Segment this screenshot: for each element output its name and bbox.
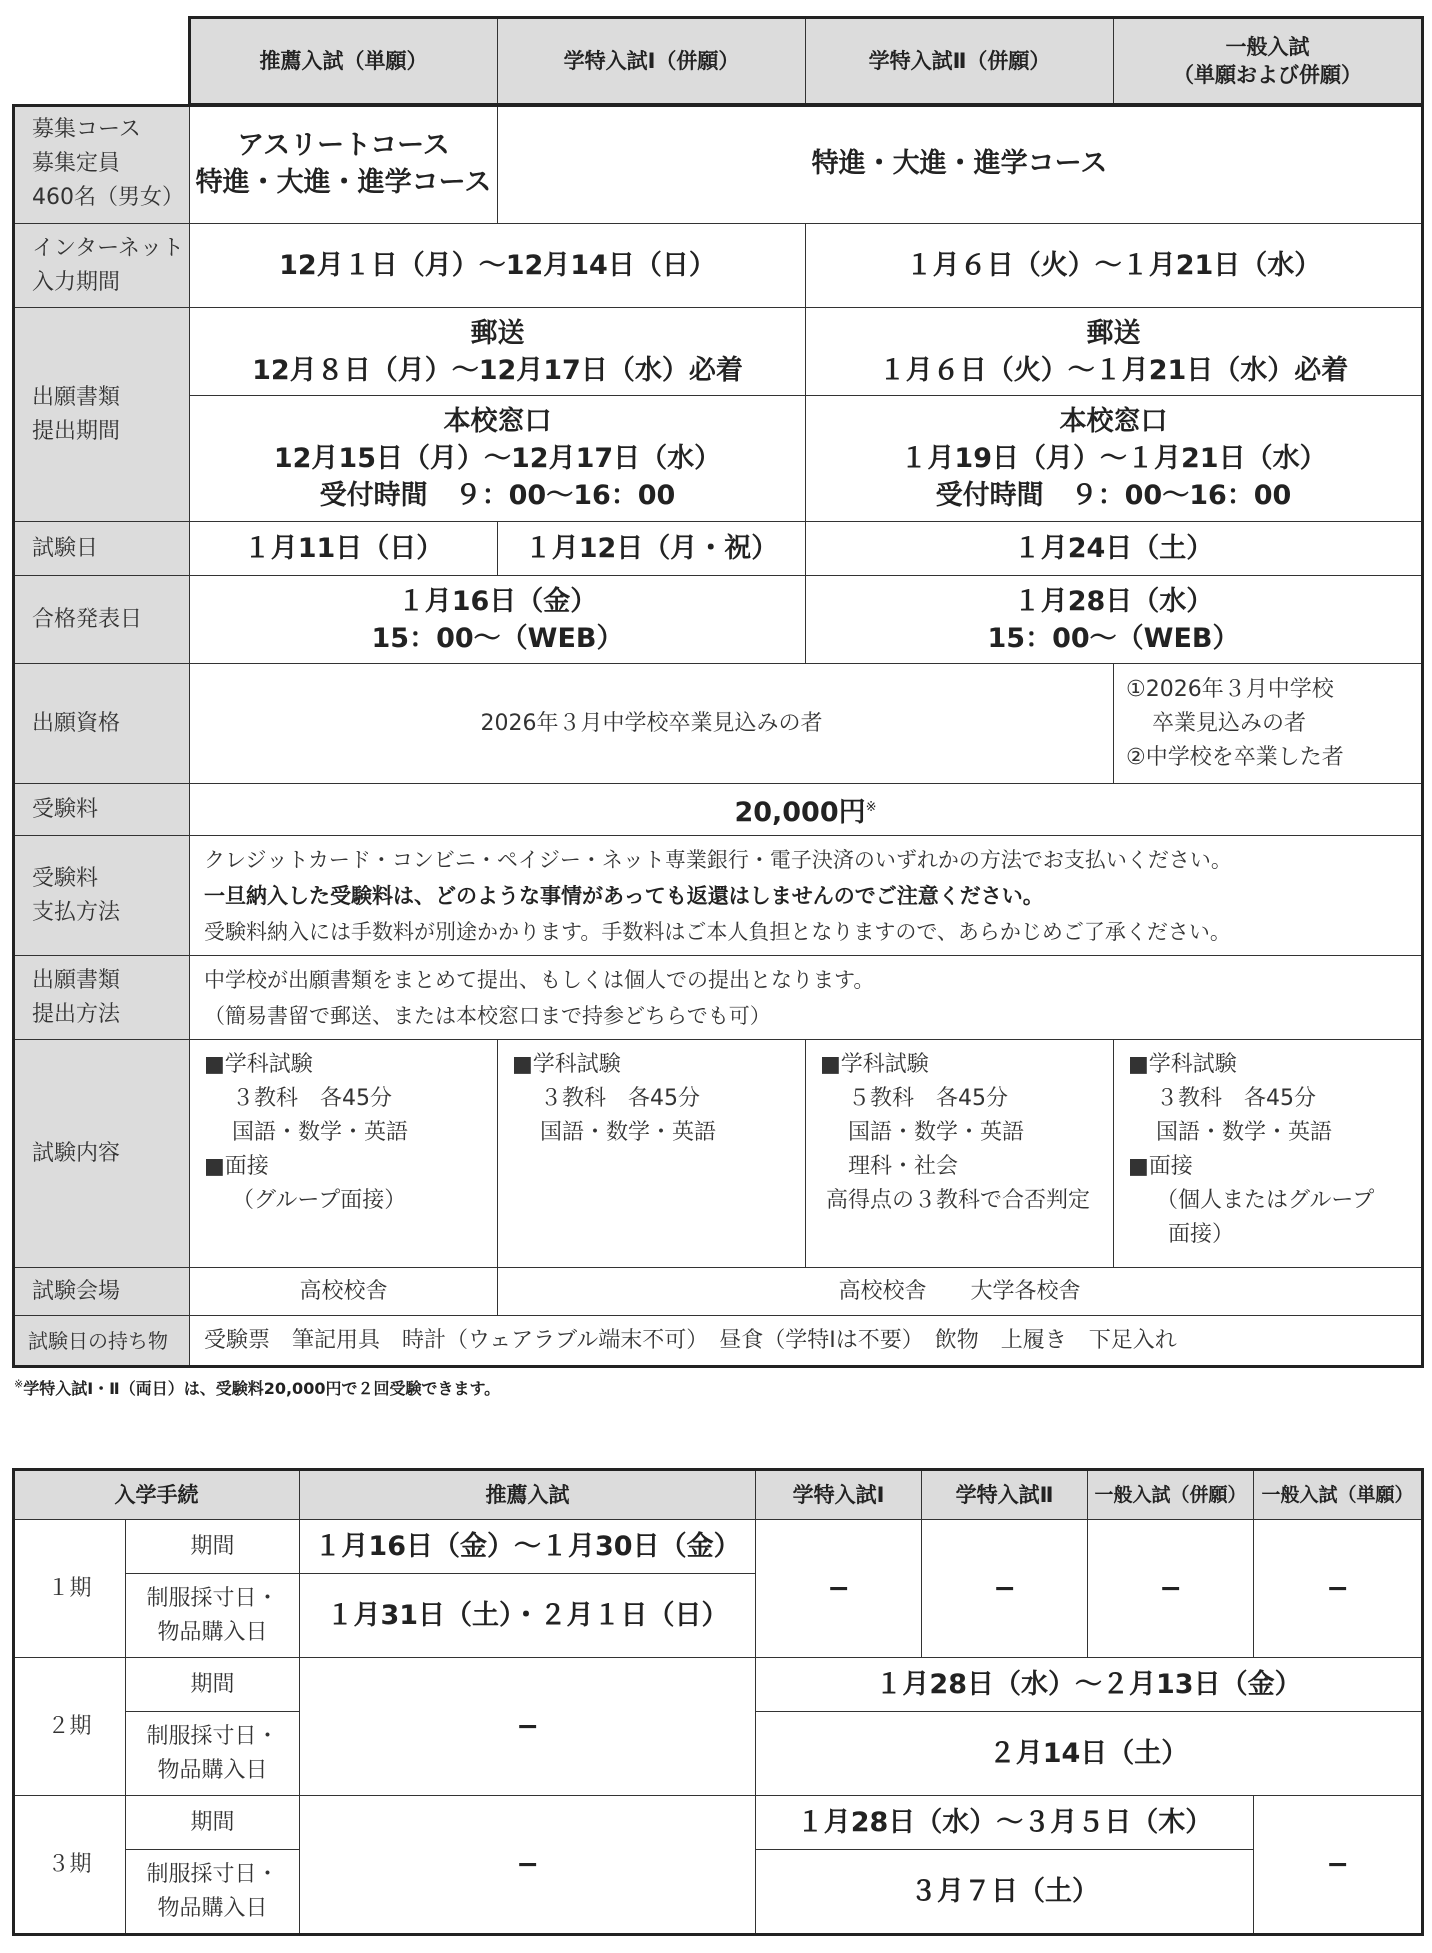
label-line: 460名（男女） — [32, 184, 184, 210]
content-line: 高得点の３教科で合否判定 — [826, 1188, 1091, 1213]
payment-line: 受験料納入には手数料が別途かかります。手数料はご本人負担となりますので、あらかじめご了承ください。 — [204, 919, 1231, 944]
label-line: 入力期間 — [32, 269, 121, 295]
dash-text: − — [1159, 1573, 1182, 1604]
submission-text — [190, 956, 1422, 1040]
label-line: インターネット — [32, 235, 185, 261]
footnote-mark: ※ — [14, 1377, 24, 1391]
sub-label: 物品購入日 — [157, 1895, 268, 1921]
eligibility-line: 卒業見込みの者 — [1152, 710, 1307, 736]
doc-line: 12月15日（月）〜12月17日（水） — [273, 443, 722, 474]
content-line: ■学科試験 — [512, 1052, 621, 1077]
content-line: ■学科試験 — [820, 1052, 929, 1077]
header-gakutoku2 — [806, 18, 1114, 104]
internet-period-right — [806, 224, 1422, 308]
date-text: １月28日（水）〜２月13日（金） — [875, 1669, 1302, 1700]
venue-suisen — [190, 1268, 498, 1316]
dash-text: − — [1326, 1849, 1349, 1880]
phase-1-general-heigan-dash — [1088, 1520, 1254, 1658]
phase-2-period-label — [126, 1658, 300, 1712]
phase-1-gakutoku1-dash — [756, 1520, 922, 1658]
label-line: 支払方法 — [32, 899, 121, 925]
row-label-items — [14, 1316, 190, 1366]
time-text: 15：00〜（WEB） — [987, 622, 1240, 654]
doc-line: 郵送 — [470, 317, 525, 349]
sub-label: 物品購入日 — [157, 1619, 268, 1645]
phase-name: １期 — [47, 1575, 92, 1601]
content-line: 理科・社会 — [848, 1154, 959, 1179]
submission-line: （簡易書留で郵送、または本校窓口まで持参どちらでも可） — [204, 1003, 771, 1028]
fee-amount: 20,000円 — [734, 796, 866, 828]
header-general — [1114, 18, 1422, 104]
row-label-eligibility — [14, 664, 190, 784]
phase-3-uniform-label — [126, 1850, 300, 1934]
row-label-exam-day — [14, 522, 190, 576]
exam-day-right — [806, 522, 1422, 576]
header-gakutoku1 — [498, 18, 806, 104]
exam-day-suisen — [190, 522, 498, 576]
row-label-fee — [14, 784, 190, 836]
course-line: アスリートコース — [237, 129, 450, 161]
doc-line: 受付時間 ９：00〜16：00 — [319, 480, 676, 511]
date-text: 12月１日（月）〜12月14日（日） — [279, 250, 716, 281]
proc-header-suisen — [300, 1470, 756, 1520]
doc-line: １月６日（火）〜１月21日（水）必着 — [878, 354, 1349, 386]
proc-header-general-tangan — [1254, 1470, 1422, 1520]
doc-line: １月19日（月）〜１月21日（水） — [900, 443, 1327, 474]
label-line: 出願書類 — [32, 967, 121, 993]
content-line: ５教科 各45分 — [848, 1086, 1008, 1111]
sub-label: 期間 — [190, 1671, 235, 1697]
submission-line: 中学校が出願書類をまとめて提出、もしくは個人での提出となります。 — [204, 967, 875, 992]
phase-2-suisen-dash — [300, 1658, 756, 1796]
eligibility-main — [190, 664, 1114, 784]
label-line: 出願資格 — [32, 710, 121, 736]
row-label-submission — [14, 956, 190, 1040]
doc-line: 12月８日（月）〜12月17日（水）必着 — [252, 354, 743, 386]
date-text: １月12日（月・祝） — [524, 533, 779, 564]
payment-warning: 一旦納入した受験料は、どのような事情があっても返還はしませんのでご注意ください。 — [204, 883, 1044, 908]
label-line: 受験料 — [32, 865, 99, 891]
fee-value — [190, 784, 1422, 836]
items-text — [190, 1316, 1422, 1366]
row-label-content — [14, 1040, 190, 1268]
content-line: ■学科試験 — [204, 1052, 313, 1077]
dash-text: − — [1326, 1573, 1349, 1604]
header-text: 一般入試（併願） — [1094, 1483, 1247, 1506]
courses-suisen — [190, 104, 498, 224]
header-text: 推薦入試（単願） — [259, 48, 428, 73]
dash-text: − — [993, 1573, 1016, 1604]
documents-window-right — [806, 396, 1422, 522]
row-label-documents — [14, 308, 190, 522]
content-suisen — [190, 1040, 498, 1268]
phase-2-uniform-label — [126, 1712, 300, 1796]
label-line: 募集定員 — [32, 150, 121, 176]
footnote-text: 学特入試Ⅰ・Ⅱ（両日）は、受験料20,000円で２回受験できます。 — [23, 1379, 501, 1398]
label-line: 募集コース — [32, 116, 141, 142]
header-text: 学特入試Ⅰ — [792, 1482, 885, 1507]
phase-name: ２期 — [47, 1713, 92, 1739]
proc-header-label — [14, 1470, 300, 1520]
phase-2-period — [756, 1658, 1422, 1712]
content-line: 国語・数学・英語 — [848, 1120, 1025, 1145]
sub-label: 期間 — [190, 1533, 235, 1559]
proc-header-gakutoku1 — [756, 1470, 922, 1520]
label-line: 合格発表日 — [32, 606, 143, 632]
header-text: 推薦入試 — [485, 1482, 570, 1507]
row-label-courses — [14, 104, 190, 224]
content-gakutoku2 — [806, 1040, 1114, 1268]
phase-3-general-tangan-dash — [1254, 1796, 1422, 1934]
label-line: 試験日の持ち物 — [28, 1328, 168, 1353]
date-text: １月28日（水） — [1013, 585, 1214, 617]
content-line: ３教科 各45分 — [1156, 1086, 1316, 1111]
header-text-sub: （単願および併願） — [1173, 62, 1362, 87]
date-text: １月28日（水）〜３月５日（木） — [796, 1807, 1213, 1838]
row-label-result — [14, 576, 190, 664]
content-line: ３教科 各45分 — [232, 1086, 392, 1111]
date-text: １月16日（金） — [397, 585, 598, 617]
sub-label: 制服採寸日・ — [146, 1861, 279, 1887]
date-text: ２月14日（土） — [988, 1738, 1189, 1769]
venue-text: 高校校舎 — [299, 1278, 388, 1304]
result-right — [806, 576, 1422, 664]
content-line: 国語・数学・英語 — [540, 1120, 717, 1145]
date-text: １月６日（火）〜１月21日（水） — [905, 250, 1322, 281]
header-suisen — [190, 18, 498, 104]
venue-text: 高校校舎 大学各校舎 — [838, 1278, 1081, 1304]
eligibility-line: ①2026年３月中学校 — [1126, 676, 1334, 702]
exam-day-gakutoku1 — [498, 522, 806, 576]
doc-line: 受付時間 ９：00〜16：00 — [935, 480, 1292, 511]
label-line: 試験会場 — [32, 1278, 121, 1304]
course-line: 特進・大進・進学コース — [195, 166, 492, 198]
proc-header-general-heigan — [1088, 1470, 1254, 1520]
content-line: ３教科 各45分 — [540, 1086, 700, 1111]
documents-mail-left — [190, 308, 806, 396]
phase-1-gakutoku2-dash — [922, 1520, 1088, 1658]
time-text: 15：00〜（WEB） — [371, 622, 624, 654]
eligibility-line: ②中学校を卒業した者 — [1126, 744, 1344, 770]
date-text: ３月７日（土） — [910, 1876, 1099, 1907]
phase-3-period-label — [126, 1796, 300, 1850]
label-line: 提出方法 — [32, 1001, 121, 1027]
phase-1-label — [14, 1520, 126, 1658]
phase-1-uniform-label — [126, 1574, 300, 1658]
phase-1-suisen-period — [300, 1520, 756, 1574]
date-text: １月31日（土）・２月１日（日） — [326, 1600, 729, 1631]
content-line: ■学科試験 — [1128, 1052, 1237, 1077]
content-line: ■面接 — [204, 1154, 269, 1179]
label-line: 試験内容 — [32, 1140, 121, 1166]
label-line: 出願書類 — [32, 384, 121, 410]
items-line: 受験票 筆記用具 時計（ウェアラブル端末不可） 昼食（学特Ⅰは不要） 飲物 上履き 下足入れ — [204, 1327, 1177, 1353]
phase-1-suisen-uniform — [300, 1574, 756, 1658]
result-left — [190, 576, 806, 664]
sub-label: 制服採寸日・ — [146, 1723, 279, 1749]
header-text: 学特入試Ⅱ（併願） — [868, 48, 1051, 73]
doc-line: 郵送 — [1086, 317, 1141, 349]
payment-line: クレジットカード・コンビニ・ペイジー・ネット専業銀行・電子決済のいずれかの方法でお支払いください。 — [204, 847, 1232, 872]
payment-text — [190, 836, 1422, 956]
fee-note-mark: ※ — [865, 799, 877, 815]
documents-window-left — [190, 396, 806, 522]
phase-2-label — [14, 1658, 126, 1796]
row-label-payment — [14, 836, 190, 956]
label-line: 試験日 — [32, 535, 99, 561]
content-line: （グループ面接） — [232, 1188, 407, 1213]
content-line: 国語・数学・英語 — [232, 1120, 409, 1145]
eligibility-general — [1114, 664, 1422, 784]
date-text: １月16日（金）〜１月30日（金） — [314, 1531, 741, 1562]
header-text: 一般入試（単願） — [1261, 1483, 1414, 1506]
date-text: １月24日（土） — [1013, 533, 1214, 564]
documents-mail-right — [806, 308, 1422, 396]
course-line: 特進・大進・進学コース — [811, 148, 1108, 179]
content-gakutoku1 — [498, 1040, 806, 1268]
content-general — [1114, 1040, 1422, 1268]
sub-label: 期間 — [190, 1809, 235, 1835]
header-text: 一般入試 — [1225, 34, 1310, 59]
doc-line: 本校窓口 — [443, 406, 552, 437]
internet-period-left — [190, 224, 806, 308]
label-line: 提出期間 — [32, 418, 121, 444]
phase-1-period-label — [126, 1520, 300, 1574]
dash-text: − — [827, 1573, 850, 1604]
phase-name: ３期 — [47, 1851, 92, 1877]
header-text: 入学手続 — [114, 1482, 199, 1507]
content-line: 面接） — [1168, 1222, 1235, 1247]
fee-text — [734, 789, 876, 831]
dash-text: − — [516, 1711, 539, 1742]
sub-label: 物品購入日 — [157, 1757, 268, 1783]
proc-header-gakutoku2 — [922, 1470, 1088, 1520]
row-label-venue — [14, 1268, 190, 1316]
sub-label: 制服採寸日・ — [146, 1585, 279, 1611]
header-text: 学特入試Ⅰ（併願） — [563, 48, 740, 73]
date-text: １月11日（日） — [243, 533, 444, 564]
content-line: （個人またはグループ — [1156, 1188, 1375, 1213]
phase-2-uniform — [756, 1712, 1422, 1796]
doc-line: 本校窓口 — [1059, 406, 1168, 437]
row-label-internet — [14, 224, 190, 308]
content-line: 国語・数学・英語 — [1156, 1120, 1333, 1145]
label-line: 受験料 — [32, 796, 99, 822]
eligibility-text: 2026年３月中学校卒業見込みの者 — [480, 710, 823, 736]
courses-others — [498, 104, 1422, 224]
dash-text: − — [516, 1849, 539, 1880]
venue-others — [498, 1268, 1422, 1316]
content-line: ■面接 — [1128, 1154, 1193, 1179]
phase-3-period — [756, 1796, 1254, 1850]
header-text: 学特入試Ⅱ — [955, 1482, 1054, 1507]
phase-1-general-tangan-dash — [1254, 1520, 1422, 1658]
phase-3-uniform — [756, 1850, 1254, 1934]
footnote — [14, 1376, 500, 1399]
phase-3-suisen-dash — [300, 1796, 756, 1934]
phase-3-label — [14, 1796, 126, 1934]
